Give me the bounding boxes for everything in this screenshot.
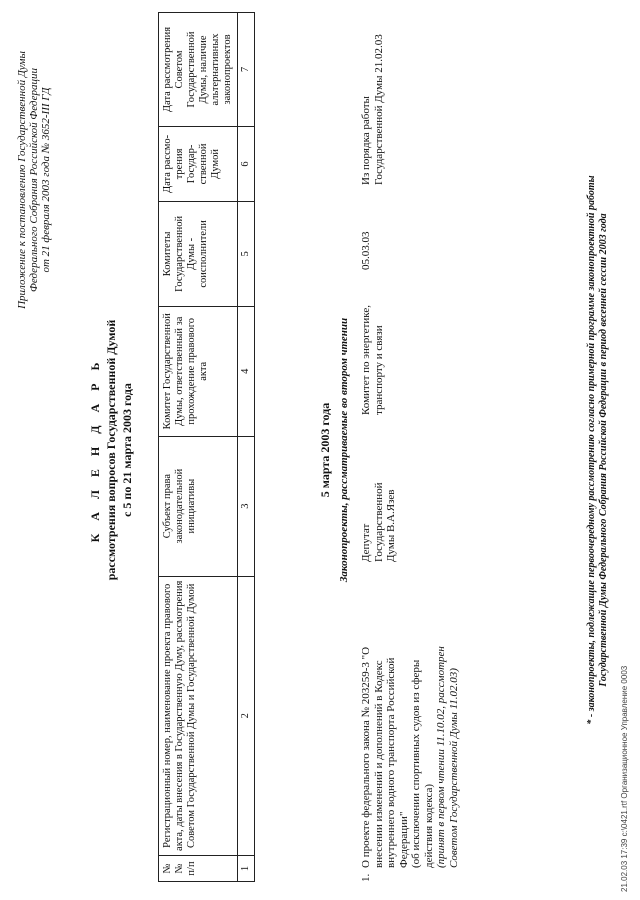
list-item <box>360 0 540 900</box>
item-project <box>360 636 460 868</box>
item-council-note: Из порядка работы Государственной Думы 21.02.03 <box>360 34 385 185</box>
column-number: 3 <box>238 436 255 576</box>
section-heading: Законопроекты, рассматриваемые во втором чтении <box>338 317 350 583</box>
item-project-history: (принят в первом чтении 11.10.02, рассмотрен Советом Государственной Думы 11.02.03) <box>435 646 460 868</box>
column-number: 4 <box>238 306 255 436</box>
footnote-line-2: Государственной Думы Федерального Собрания Российской Федерации в период весенней сессии 2003 года <box>598 213 609 687</box>
document-period: с 5 по 21 марта 2003 года <box>120 383 134 517</box>
column-number: 6 <box>238 126 255 201</box>
item-number: 1. <box>360 873 372 882</box>
item-subject: Депутат Государственной Думы В.А.Язев <box>360 482 397 562</box>
column-number: 7 <box>238 13 255 127</box>
column-number: 1 <box>238 856 255 882</box>
document-title: К А Л Е Н Д А Р Ь <box>88 357 102 543</box>
item-committee: Комитет по энергетике, транспорту и связи <box>360 305 385 415</box>
header-subject: Субъект права законодательной инициативы <box>159 436 238 576</box>
date-heading: 5 марта 2003 года <box>318 402 332 498</box>
header-duma-date: Дата рассмо-трения Государ-ственной Думой <box>159 126 238 201</box>
header-committee: Комитет Государственной Думы, ответственный за прохождение правового акта <box>159 306 238 436</box>
table-header-row <box>159 13 238 882</box>
item-project-note: (об исключении спортивных судов из сферы действия кодекса) <box>410 659 435 868</box>
footnote <box>586 0 610 900</box>
calendar-table <box>158 12 255 882</box>
appendix-line-3: от 21 февраля 2003 года № 3652-III ГД <box>40 87 52 273</box>
appendix-note <box>16 20 52 340</box>
column-number: 2 <box>238 576 255 855</box>
header-council-date: Дата рассмотрения Советом Государственной Думы, наличие альтернативных законопроектов <box>159 13 238 127</box>
item-project-title: О проекте федерального закона № 203259-3 "О внесении изменений и дополнений в Кодекс внутреннего водного транспорта Российской Федерации" <box>360 646 410 868</box>
document-subtitle: рассмотрения вопросов Государственной Думой <box>104 319 118 581</box>
header-project: Регистрационный номер, наименование проекта правового акта, даты внесения в Государственную Думу, рассмотрения Советом Государственной Думы и Государственной Думой <box>159 576 238 855</box>
file-footer: 21.02.03 17:39 c:\0421.rtf Организационное Управление 0003 <box>620 665 629 892</box>
header-co-committees: Комитеты Государственной Думы - соисполнители <box>159 201 238 306</box>
header-number: №№ п/п <box>159 856 238 882</box>
footnote-line-1: * - законопроекты, подлежащие первоочередному рассмотрению согласно примерной программе законопроектной работы <box>586 175 597 725</box>
item-duma-date: 05.03.03 <box>360 231 372 270</box>
column-number: 5 <box>238 201 255 306</box>
appendix-line-2: Федерального Собрания Российской Федерации <box>28 68 40 292</box>
table-column-numbers <box>238 13 255 882</box>
appendix-line-1: Приложение к постановлению Государственной Думы <box>16 51 28 309</box>
